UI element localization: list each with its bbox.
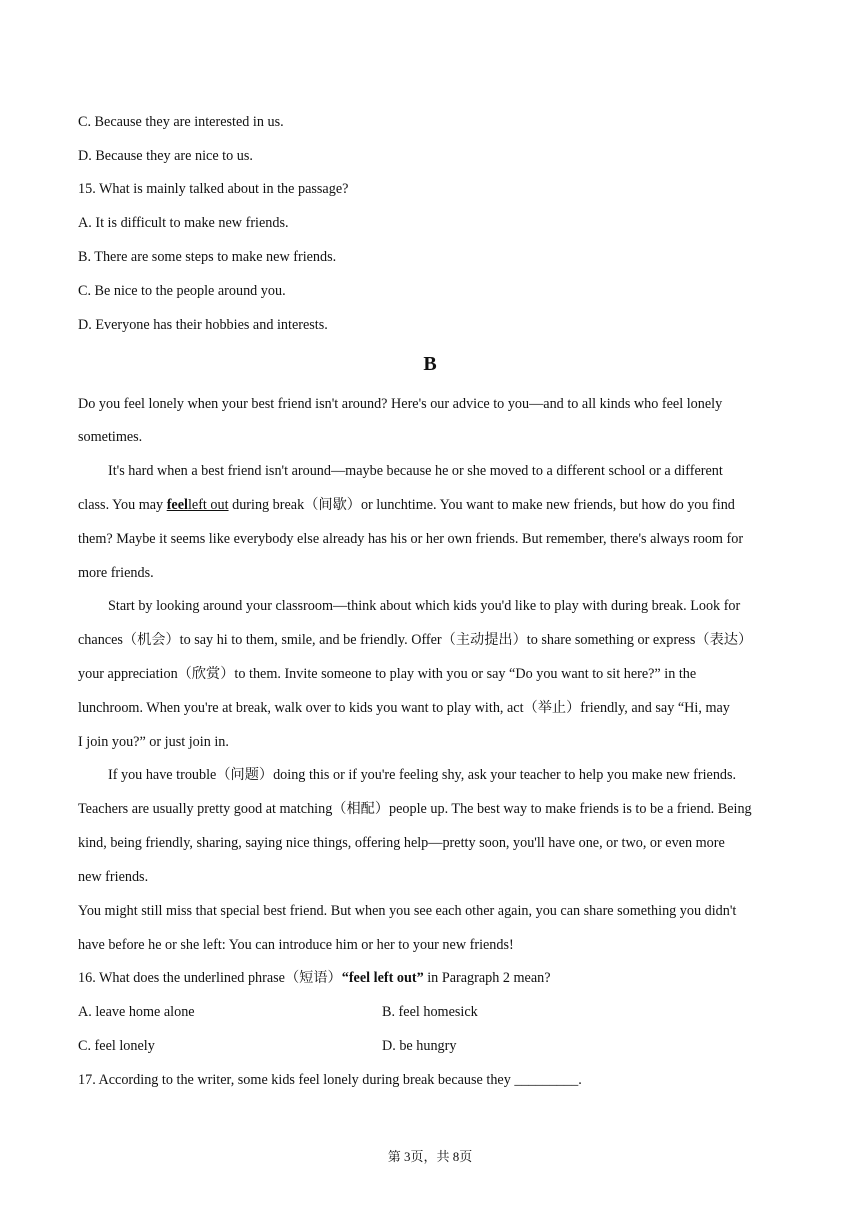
p4-line-3: kind, being friendly, sharing, saying nice things, offering help—pretty soon, you'll have one, or two, or even more bbox=[78, 835, 725, 851]
p2-line-4: more friends. bbox=[78, 565, 154, 581]
p2-line-1: It's hard when a best friend isn't around—maybe because he or she moved to a different school or a different bbox=[108, 463, 723, 479]
q14-option-c: C. Because they are interested in us. bbox=[78, 114, 284, 130]
q15-question: 15. What is mainly talked about in the passage? bbox=[78, 181, 349, 197]
page-footer: 第 3页，共 8页 bbox=[387, 1149, 473, 1164]
p4-line-1: If you have trouble（问题）doing this or if you're feeling shy, ask your teacher to help you make new friends. bbox=[108, 767, 737, 783]
underlined-left-out: left out bbox=[187, 497, 229, 513]
q14-option-d: D. Because they are nice to us. bbox=[78, 148, 253, 164]
p4-line-4: new friends. bbox=[78, 869, 149, 885]
q15-option-d: D. Everyone has their hobbies and interests. bbox=[78, 317, 328, 333]
q16-question-after: in Paragraph 2 mean? bbox=[423, 970, 551, 986]
p2-line-2 bbox=[78, 495, 784, 515]
q15-option-a: A. It is difficult to make new friends. bbox=[78, 215, 289, 231]
p3-line-2: chances（机会）to say hi to them, smile, and be friendly. Offer（主动提出）to share something or express（表达） bbox=[78, 632, 753, 648]
intro-line-1: Do you feel lonely when your best friend isn't around? Here's our advice to you—and to all kinds who feel lonely bbox=[78, 396, 723, 412]
underlined-feel: feel bbox=[166, 497, 188, 513]
q16-option-b: B. feel homesick bbox=[382, 1004, 478, 1020]
q15-option-b: B. There are some steps to make new friends. bbox=[78, 249, 337, 265]
q16-option-d: D. be hungry bbox=[382, 1038, 457, 1054]
p2-line-2-before: class. You may bbox=[78, 497, 167, 513]
p3-line-4: lunchroom. When you're at break, walk over to kids you want to play with, act（举止）friendly, and say “Hi, may bbox=[78, 700, 730, 716]
p5-line-2: have before he or she left: You can introduce him or her to your new friends! bbox=[78, 937, 514, 953]
q16-option-a: A. leave home alone bbox=[78, 1004, 195, 1020]
q15-option-c: C. Be nice to the people around you. bbox=[78, 283, 286, 299]
p4-line-2: Teachers are usually pretty good at matching（相配）people up. The best way to make friends is to be a friend. Being bbox=[78, 801, 752, 817]
q17-question: 17. According to the writer, some kids feel lonely during break because they _________. bbox=[78, 1072, 582, 1088]
q16-option-c: C. feel lonely bbox=[78, 1038, 155, 1054]
p3-line-5: I join you?” or just join in. bbox=[78, 734, 229, 750]
q16-question-phrase: “feel left out” bbox=[341, 970, 424, 986]
q16-question-before: 16. What does the underlined phrase（短语） bbox=[78, 970, 342, 986]
q16-question bbox=[78, 968, 784, 988]
p2-line-2-after: during break（间歇）or lunchtime. You want to make new friends, but how do you find bbox=[228, 497, 735, 513]
p5-line-1: You might still miss that special best friend. But when you see each other again, you can share something you didn't bbox=[78, 903, 737, 919]
p3-line-3: your appreciation（欣赏）to them. Invite someone to play with you or say “Do you want to sit here?” in the bbox=[78, 666, 697, 682]
p3-line-1: Start by looking around your classroom—think about which kids you'd like to play with during break. Look for bbox=[108, 598, 741, 614]
p2-line-3: them? Maybe it seems like everybody else already has his or her own friends. But remember, there's always room for bbox=[78, 531, 744, 547]
section-heading: B bbox=[423, 353, 437, 375]
intro-line-2: sometimes. bbox=[78, 429, 143, 445]
